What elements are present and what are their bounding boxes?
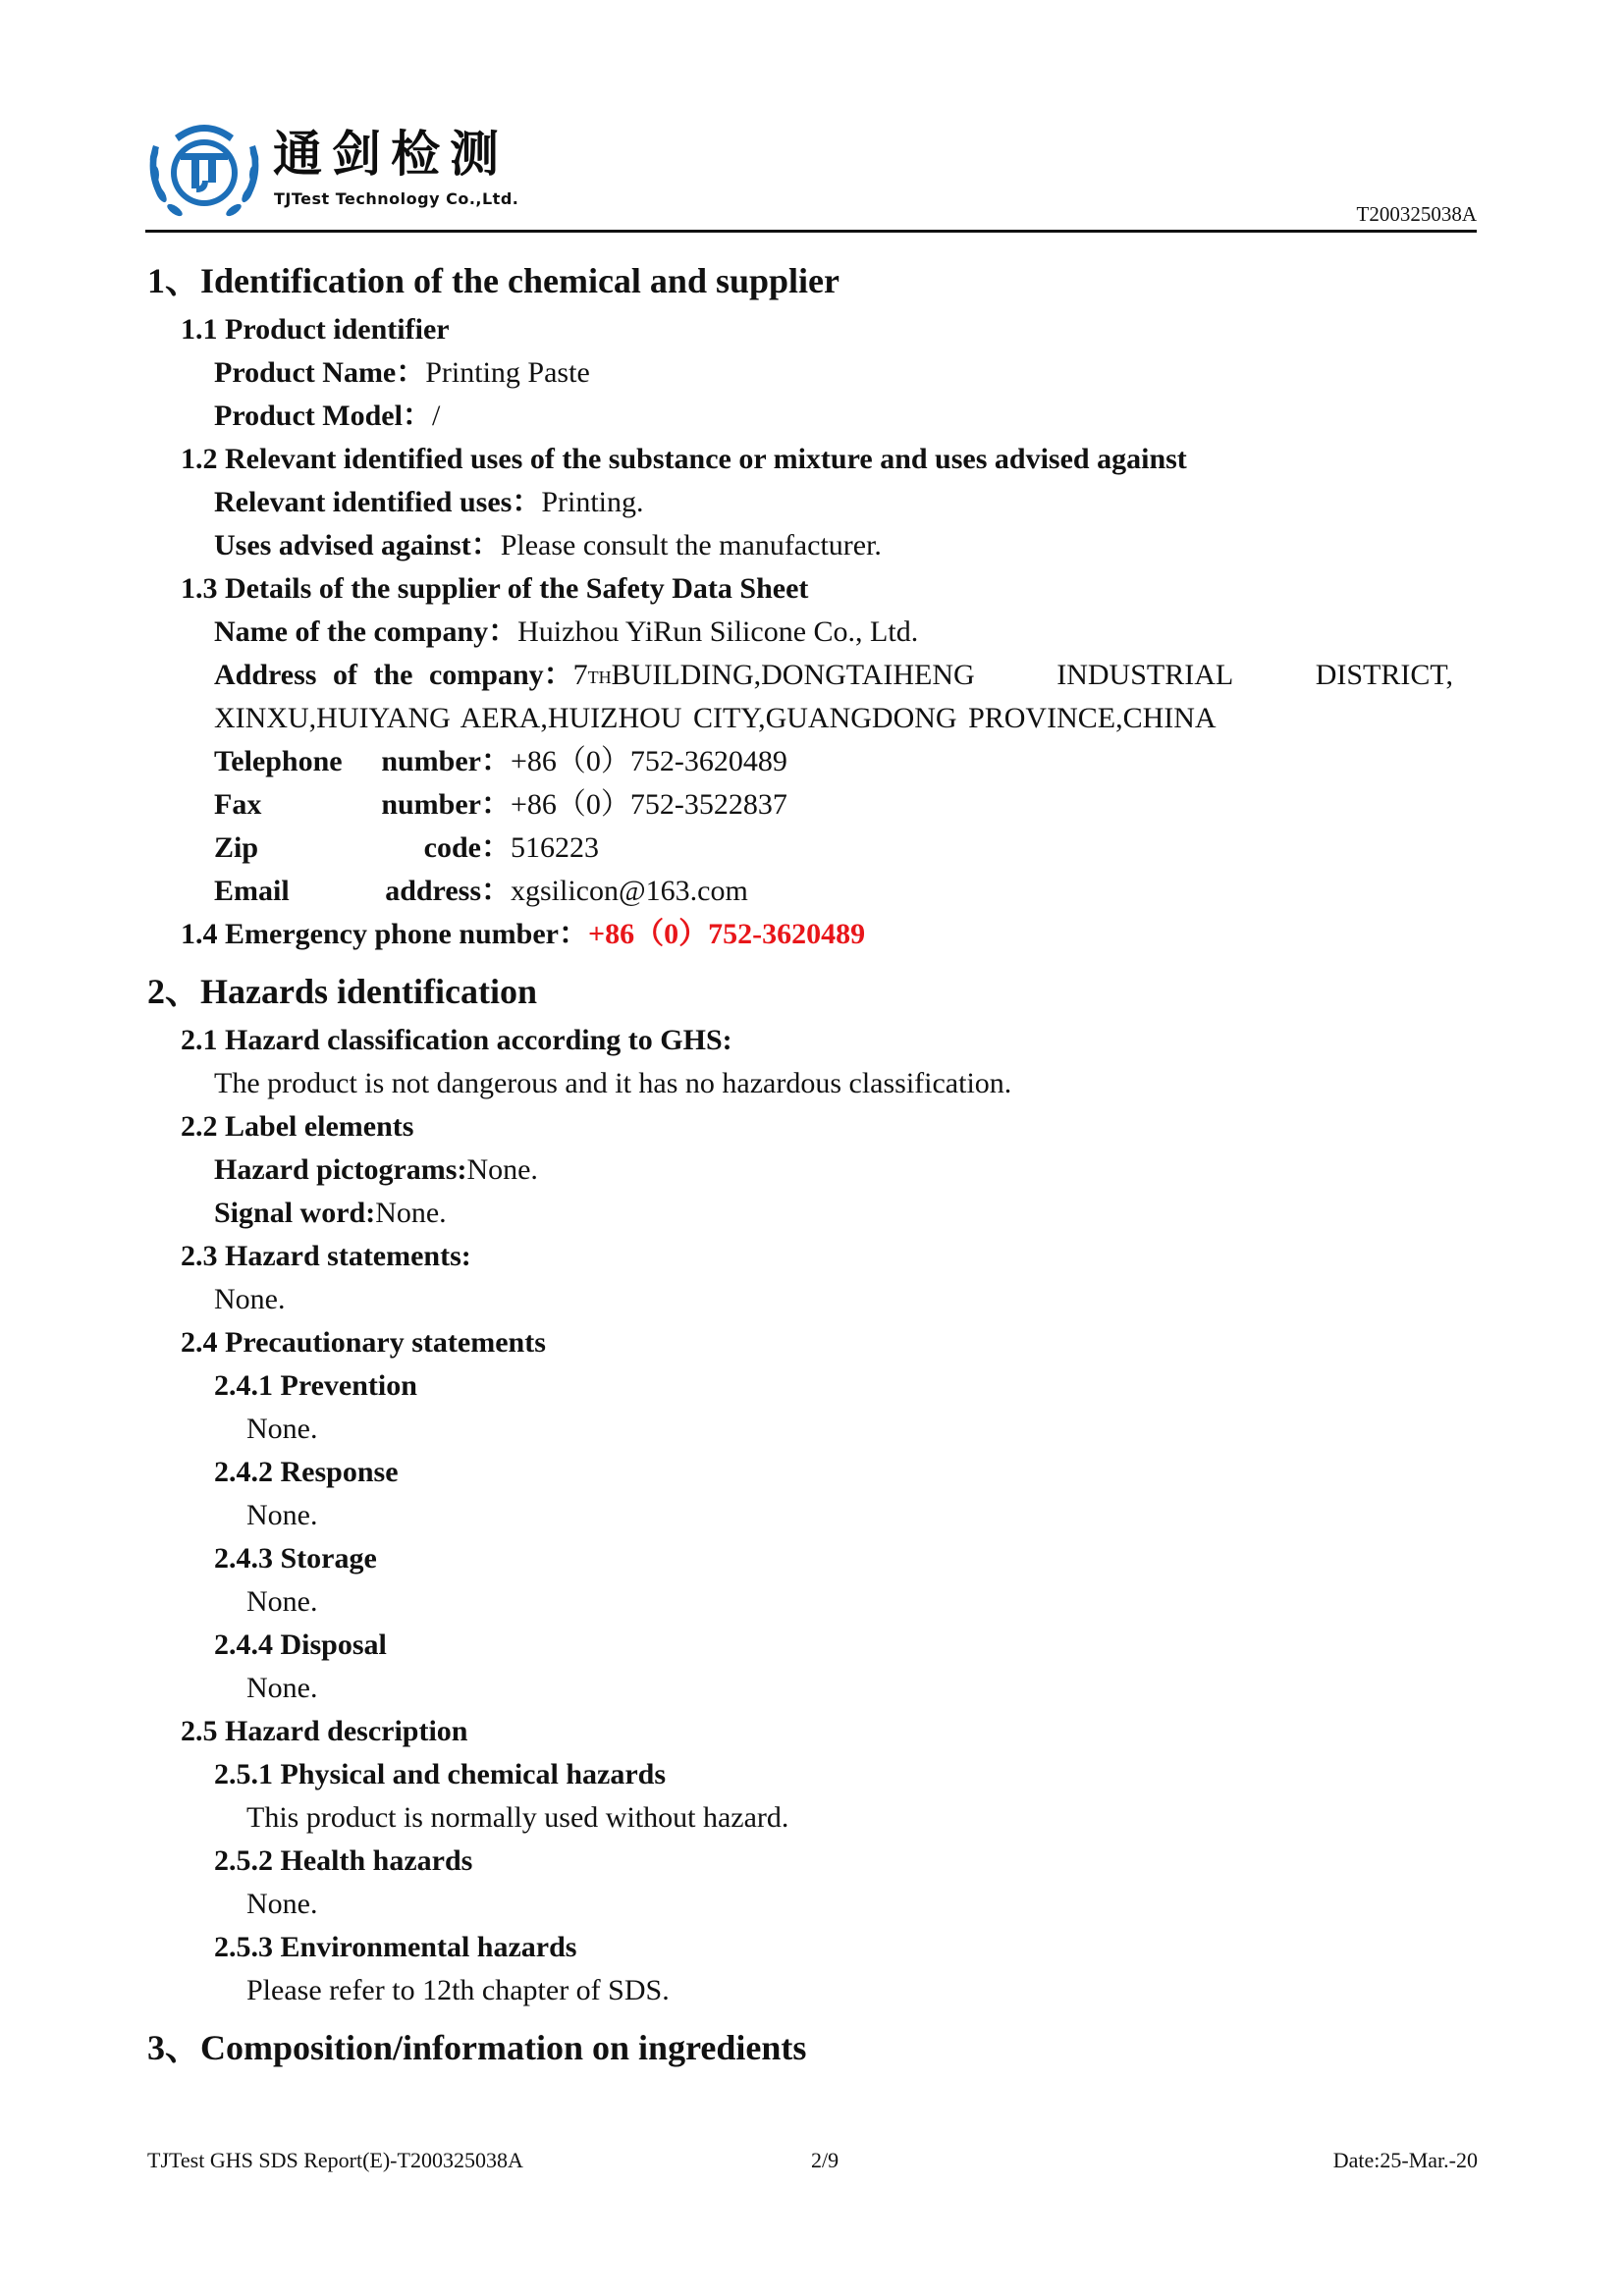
email-label: Email address： [214,875,511,907]
company-name-en: TJTest Technology Co.,Ltd. [274,189,519,208]
heading-2-2: 2.2 Label elements [181,1110,414,1143]
text-2-3: None. [214,1283,286,1315]
product-name-value: Printing Paste [425,356,590,389]
telephone-row [147,740,1453,783]
heading-1-1: 1.1 Product identifier [181,313,450,346]
address-part-1: Address of the company：7THBUILDING,DONGTAIHENG [214,659,975,691]
document-body [147,253,1453,2075]
footer-report-id: TJTest GHS SDS Report(E)-T200325038A [147,2148,523,2172]
heading-2-4-2: 2.4.2 Response [214,1456,399,1488]
heading-2-1: 2.1 Hazard classification according to GHS: [181,1024,732,1056]
company-row [147,611,1453,654]
footer-page-number: 2/9 [811,2148,839,2172]
text-2-5-3: Please refer to 12th chapter of SDS. [246,1974,670,2006]
identified-uses-row [147,481,1453,524]
company-logo-icon [145,116,263,226]
product-model-value: / [431,400,441,432]
zip-row [147,827,1453,870]
pictograms-value: None. [466,1153,538,1186]
uses-against-label: Uses advised against： [214,529,501,561]
section-2-title: 2、Hazards identification [147,972,537,1011]
signal-word-row [147,1192,1453,1235]
address-part-3: DISTRICT, [1315,659,1453,691]
text-2-1: The product is not dangerous and it has no hazardous classification. [214,1067,1012,1099]
heading-2-5-1: 2.5.1 Physical and chemical hazards [214,1758,667,1790]
email-value[interactable]: xgsilicon@163.com [511,875,748,907]
footer-date: Date:25-Mar.-20 [1332,2148,1478,2172]
heading-2-4: 2.4 Precautionary statements [181,1326,546,1359]
heading-1-4: 1.4 Emergency phone number： [181,918,588,950]
zip-value: 516223 [511,831,599,864]
text-2-4-3: None. [246,1585,318,1618]
emergency-row [147,913,1453,956]
address-row [147,654,1453,697]
heading-2-3: 2.3 Hazard statements: [181,1240,471,1272]
section-1-title: 1、Identification of the chemical and supplier [147,261,840,300]
email-row [147,870,1453,913]
signal-word-value: None. [375,1197,447,1229]
identified-uses-label: Relevant identified uses： [214,486,542,518]
heading-2-4-4: 2.4.4 Disposal [214,1629,387,1661]
fax-label: Fax number： [214,788,511,821]
company-name-cn: 通剑检测 [273,126,509,183]
telephone-label: Telephone number： [214,745,511,777]
emergency-phone-value: +86（0）752-3620489 [588,918,866,950]
telephone-value: +86（0）752-3620489 [511,745,787,777]
heading-2-4-3: 2.4.3 Storage [214,1542,377,1575]
uses-against-value: Please consult the manufacturer. [500,529,882,561]
heading-2-5-3: 2.5.3 Environmental hazards [214,1931,577,1963]
fax-row [147,783,1453,827]
company-label: Name of the company： [214,615,518,648]
text-2-4-1: None. [246,1413,318,1445]
text-2-4-2: None. [246,1499,318,1531]
page-footer [147,2148,1478,2177]
address-label: Address of the company： [214,659,573,691]
signal-word-label: Signal word: [214,1197,376,1229]
heading-1-2: 1.2 Relevant identified uses of the substance or mixture and uses advised against [181,443,1187,475]
header-divider [145,230,1477,233]
identified-uses-value: Printing. [541,486,644,518]
section-3-title: 3、Composition/information on ingredients [147,2028,807,2067]
address-line-2: XINXU,HUIYANG AERA,HUIZHOU CITY,GUANGDONG PROVINCE,CHINA [214,702,1217,734]
uses-against-row [147,524,1453,567]
heading-2-5-2: 2.5.2 Health hazards [214,1844,473,1877]
heading-2-5: 2.5 Hazard description [181,1715,468,1747]
product-model-label: Product Model： [214,400,432,432]
pictograms-row [147,1148,1453,1192]
heading-2-4-1: 2.4.1 Prevention [214,1369,417,1402]
product-name-label: Product Name： [214,356,426,389]
heading-1-3: 1.3 Details of the supplier of the Safety Data Sheet [181,572,809,605]
zip-label: Zip code： [214,831,511,864]
text-2-4-4: None. [246,1672,318,1704]
text-2-5-2: None. [246,1888,318,1920]
pictograms-label: Hazard pictograms: [214,1153,467,1186]
product-name-row [147,351,1453,395]
report-number: T200325038A [1356,202,1477,226]
company-value: Huizhou YiRun Silicone Co., Ltd. [517,615,919,648]
fax-value: +86（0）752-3522837 [511,788,787,821]
text-2-5-1: This product is normally used without hazard. [246,1801,789,1834]
product-model-row [147,395,1453,438]
address-part-2: INDUSTRIAL [1056,659,1234,691]
page-header [145,116,1477,234]
